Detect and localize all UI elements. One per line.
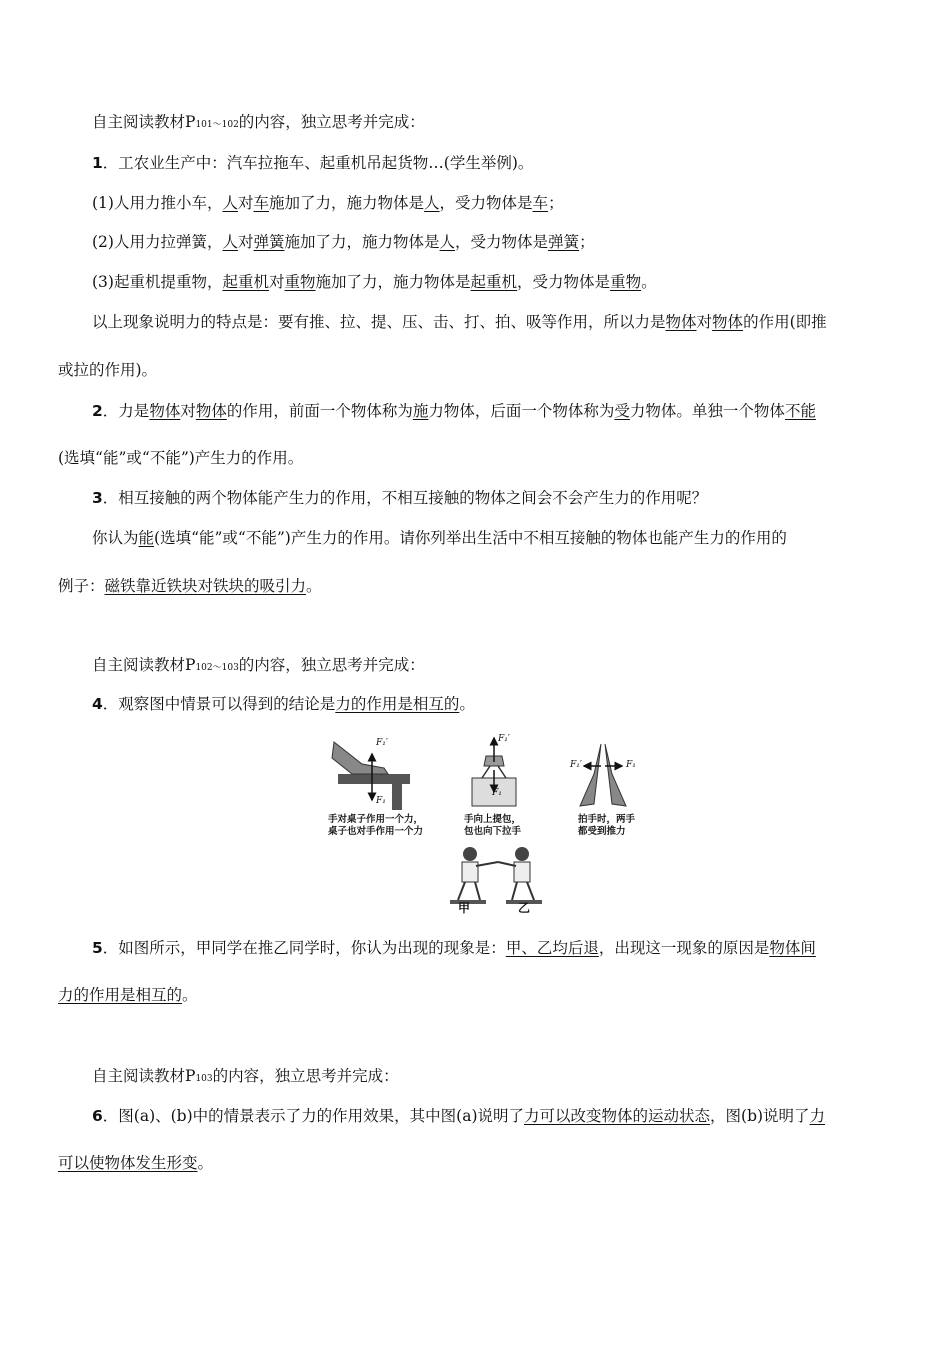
answer-blank: 力的作用是相互的 [335,695,460,713]
answer-blank: 起重机 [222,273,269,291]
hand-table-scene [332,742,410,810]
label-yi: 乙 [518,901,531,915]
answer-blank: 人 [424,194,440,212]
answer-blank: 施 [412,402,429,420]
answer-blank: 甲、乙均后退 [505,939,599,957]
answer-blank: 重物 [284,273,316,291]
q4-stem: 4．观察图中情景可以得到的结论是力的作用是相互的。 [92,695,475,713]
answer-blank: 弹簧 [548,233,580,251]
q6-line2: 可以使物体发生形变。 [58,1154,214,1172]
force-label: F₁′ [498,734,510,744]
answer-blank: 人 [222,194,238,212]
q1-stem: 1．工农业生产中：汽车拉拖车、起重机吊起货物…(学生举例)。 [92,154,534,172]
q2-line1: 2．力是物体对物体的作用，前面一个物体称为施力物体，后面一个物体称为受力物体。单独一个物体不能 [92,402,816,420]
answer-blank: 可以使物体发生形变 [58,1154,198,1172]
q6-line1: 6．图(a)、(b)中的情景表示了力的作用效果，其中图(a)说明了力可以改变物体的运动状态，图(b)说明了力 [92,1107,826,1125]
q1-summary-line2: 或拉的作用)。 [58,361,158,379]
section1-intro: 自主阅读教材P101～102的内容，独立思考并完成： [92,113,425,131]
answer-blank: 受 [614,402,630,420]
answer-blank: 人 [222,233,238,251]
q1-item-b: (2)人用力拉弹簧，人对弹簧施加了力，施力物体是人，受力物体是弹簧； [92,233,595,251]
answer-blank: 力的作用是相互的 [58,986,183,1004]
caption-hand-bag: 手向上提包， 包也向下拉手 [464,814,522,837]
answer-blank: 物体 [195,402,227,420]
force-label: F₁′ [570,760,582,770]
answer-blank: 车 [253,194,270,212]
force-figure [322,734,668,914]
answer-blank: 不能 [784,402,816,420]
caption-hand-table: 手对桌子作用一个力， 桌子也对手作用一个力 [328,814,424,837]
label-jia: 甲 [458,901,471,915]
answer-blank: 起重机 [470,273,518,291]
q1-item-c: (3)起重机提重物，起重机对重物施加了力，施力物体是起重机，受力物体是重物。 [92,273,657,291]
force-label: F₁ [626,760,636,770]
answer-blank: 重物 [610,273,642,291]
section2-intro: 自主阅读教材P102～103的内容，独立思考并完成： [92,656,425,674]
q1-summary-line1: 以上现象说明力的特点是：要有推、拉、提、压、击、打、拍、吸等作用，所以力是物体对物体的作用(即推 [92,313,827,331]
answer-blank: 力 [809,1107,826,1125]
answer-blank: 车 [532,194,549,212]
force-label: F₁ [376,796,386,806]
answer-blank: 力可以改变物体的运动状态 [524,1107,711,1125]
clapping-hands-scene [580,744,626,806]
q3-line2: 你认为能(选填“能”或“不能”)产生力的作用。请你列举出生活中不相互接触的物体也能产生力的作用的 [92,529,787,547]
caption-clapping: 拍手时，两手 都受到推力 [578,814,636,837]
q5-line1: 5．如图所示，甲同学在推乙同学时，你认为出现的现象是：甲、乙均后退，出现这一现象的原因是物体间 [92,939,816,957]
q1-item-a: (1)人用力推小车，人对车施加了力，施力物体是人，受力物体是车； [92,194,564,212]
q3-line3: 例子：磁铁靠近铁块对铁块的吸引力。 [58,577,322,595]
answer-blank: 能 [138,529,155,547]
answer-blank: 物体间 [769,939,816,957]
skateboard-kids-scene [450,847,542,904]
q2-line2: (选填“能”或“不能”)产生力的作用。 [58,449,304,467]
q3-stem: 3．相互接触的两个物体能产生力的作用，不相互接触的物体之间会不会产生力的作用呢？ [92,489,708,507]
answer-blank: 人 [439,233,456,251]
answer-blank: 磁铁靠近铁块对铁块的吸引力 [104,577,307,595]
answer-blank: 弹簧 [253,233,285,251]
q5-line2: 力的作用是相互的。 [58,986,198,1004]
section3-intro: 自主阅读教材P103的内容，独立思考并完成： [92,1067,399,1085]
force-label: F₁ [492,788,502,798]
force-label: F₁′ [376,738,388,748]
answer-blank: 物体 [149,402,181,420]
answer-blank: 物体 [712,313,744,331]
answer-blank: 物体 [665,313,697,331]
